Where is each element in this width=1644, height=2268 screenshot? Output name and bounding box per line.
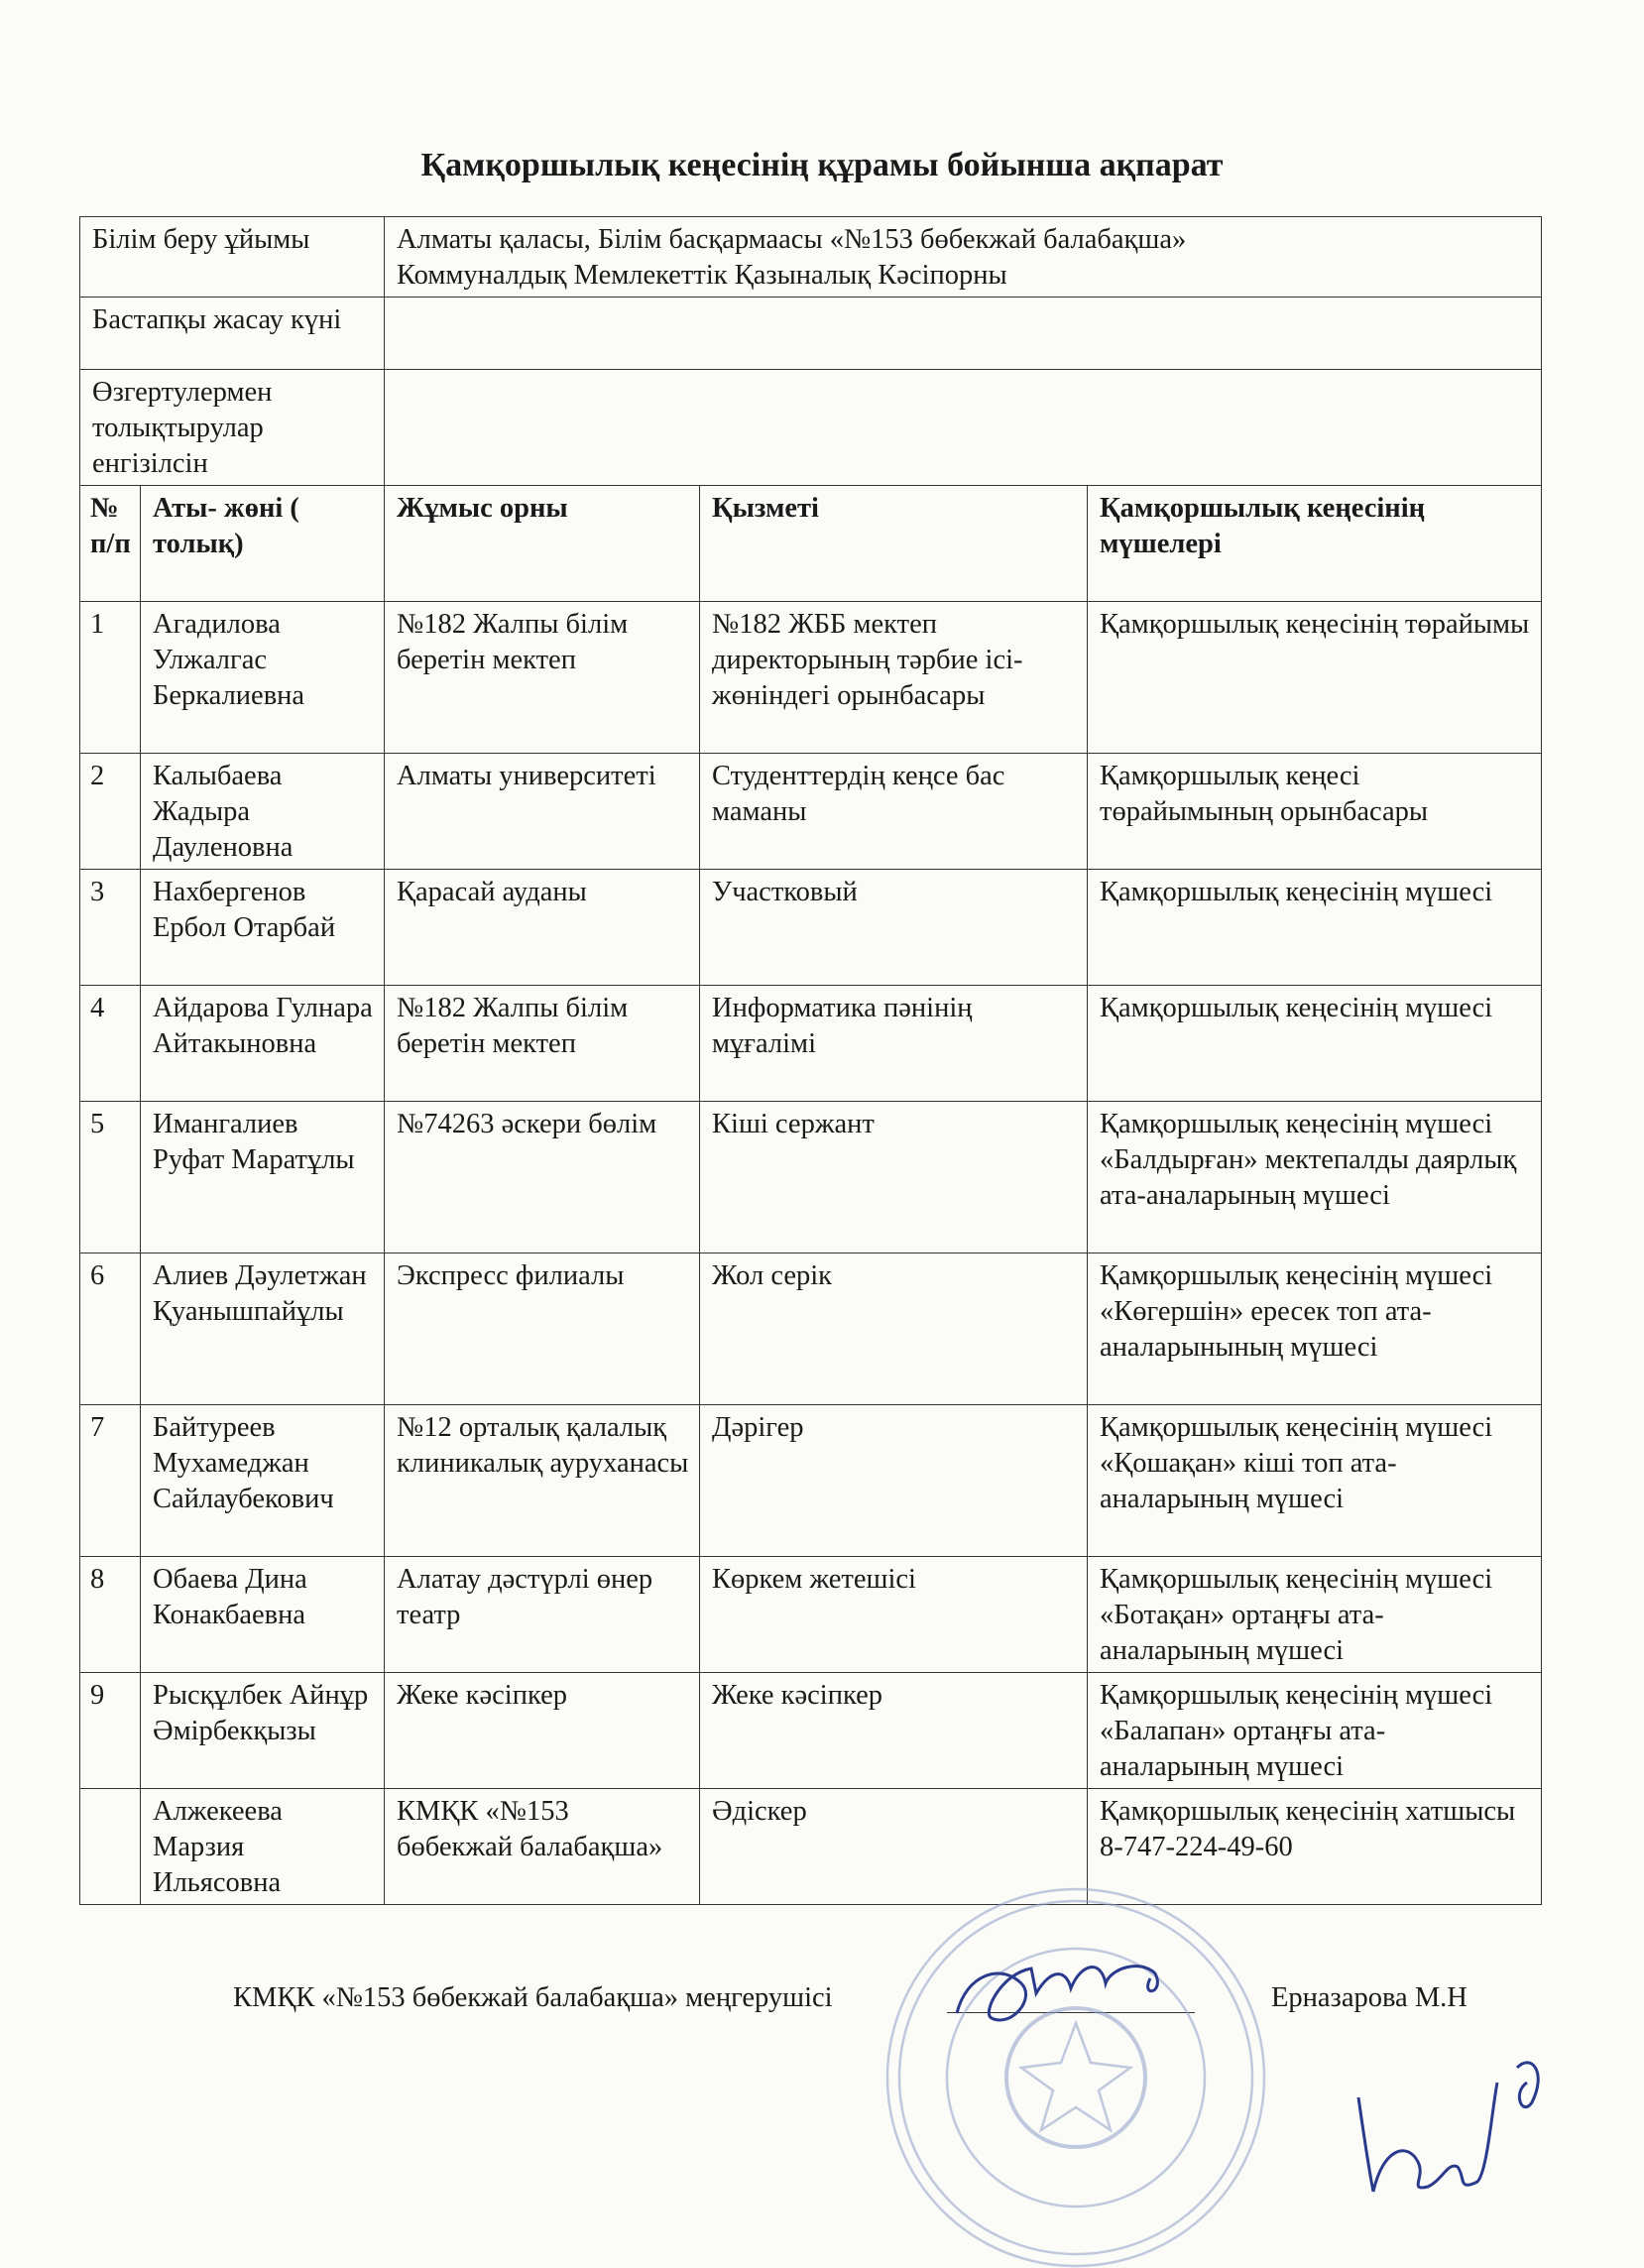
row-phone: 8-747-224-49-60 [1100, 1832, 1293, 1862]
row-work: №12 орталық қалалық клиникалық ауруханасы [385, 1405, 700, 1557]
document-title: Қамқоршылық кеңесінің құрамы бойынша ақпарат [420, 147, 1224, 183]
row-name: Обаева Дина Конакбаевна [141, 1557, 385, 1673]
row-position: Жеке кәсіпкер [700, 1673, 1088, 1789]
row-role: Қамқоршылық кеңесінің мүшесі «Қошақан» кіші топ ата-аналарының мүшесі [1088, 1405, 1542, 1557]
header-role: Қамқоршылық кеңесінің мүшелері [1088, 486, 1542, 602]
row-name: Алиев Дәулетжан Қуанышпайұлы [141, 1253, 385, 1405]
start-date-label: Бастапқы жасау күні [80, 298, 385, 370]
row-num: 7 [80, 1405, 141, 1557]
row-role: Қамқоршылық кеңесінің төрайымы [1088, 602, 1542, 754]
row-position: Кіші сержант [700, 1102, 1088, 1253]
row-name: Алжекеева Марзия Ильясовна [141, 1789, 385, 1905]
row-role: Қамқоршылық кеңесінің мүшесі «Көгершін» ересек топ ата-аналарынының мүшесі [1088, 1253, 1542, 1405]
row-role: Қамқоршылық кеңесінің мүшесі «Балдырған» мектепалды даярлық ата-аналарының мүшесі [1088, 1102, 1542, 1253]
row-work: Экспресс филиалы [385, 1253, 700, 1405]
row-num: 2 [80, 754, 141, 870]
row-work: №182 Жалпы білім беретін мектеп [385, 986, 700, 1102]
row-position: Көркем жетешісі [700, 1557, 1088, 1673]
row-name: Имангалиев Руфат Маратұлы [141, 1102, 385, 1253]
row-role: Қамқоршылық кеңесінің мүшесі [1088, 870, 1542, 986]
row-role: Қамқоршылық кеңесінің мүшесі [1088, 986, 1542, 1102]
row-work: Қарасай ауданы [385, 870, 700, 986]
header-work: Жұмыс орны [385, 486, 700, 602]
row-num: 4 [80, 986, 141, 1102]
row-work: №74263 әскери бөлім [385, 1102, 700, 1253]
row-position: Әдіскер [700, 1789, 1088, 1905]
row-position: Студенттердің кеңсе бас маманы [700, 754, 1088, 870]
header-name: Аты- жөні ( толық) [141, 486, 385, 602]
row-name: Айдарова Гулнара Айтакыновна [141, 986, 385, 1102]
row-role-text: Қамқоршылық кеңесінің хатшысы [1100, 1796, 1516, 1827]
row-name: Агадилова Улжалгас Беркалиевна [141, 602, 385, 754]
row-position: Информатика пәнінің мұғалімі [700, 986, 1088, 1102]
row-num: 5 [80, 1102, 141, 1253]
row-num: 3 [80, 870, 141, 986]
row-num: 8 [80, 1557, 141, 1673]
row-name: Нахбергенов Ербол Отарбай [141, 870, 385, 986]
row-work: Жеке кәсіпкер [385, 1673, 700, 1789]
row-position: №182 ЖББ мектеп директорының тәрбие ісі- жөніндегі орынбасары [700, 602, 1088, 754]
official-stamp-icon [887, 1889, 1264, 2266]
org-value-line2: Коммуналдық Мемлекеттік Қазыналық Кәсіпорны [397, 260, 1007, 291]
row-name: Байтуреев Мухамеджан Сайлаубекович [141, 1405, 385, 1557]
row-name: Калыбаева Жадыра Дауленовна [141, 754, 385, 870]
row-work: №182 Жалпы білім беретін мектеп [385, 602, 700, 754]
org-value-line1: Алматы қаласы, Білім басқармаасы «№153 бөбекжай балабақша» [397, 224, 1187, 255]
row-role: Қамқоршылық кеңесі төрайымының орынбасары [1088, 754, 1542, 870]
row-num: 9 [80, 1673, 141, 1789]
row-position: Участковый [700, 870, 1088, 986]
changes-label: Өзгертулермен толықтырулар енгізілсін [80, 370, 385, 486]
row-name: Рысқұлбек Айнұр Әмірбекқызы [141, 1673, 385, 1789]
org-label: Білім беру ұйымы [80, 217, 385, 298]
header-position: Қызметі [700, 486, 1088, 602]
row-work: Алматы университеті [385, 754, 700, 870]
secondary-signature-icon [1358, 2063, 1538, 2192]
row-work: КМҚК «№153 бөбекжай балабақша» [385, 1789, 700, 1905]
header-num: № п/п [80, 486, 141, 602]
row-position: Дәрігер [700, 1405, 1088, 1557]
footer-name: Ерназарова М.Н [1271, 1982, 1468, 2013]
footer-position: КМҚК «№153 бөбекжай балабақша» меңгерушісі [233, 1982, 833, 2013]
row-work: Алатау дәстүрлі өнер театр [385, 1557, 700, 1673]
row-role: Қамқоршылық кеңесінің мүшесі «Ботақан» ортаңғы ата-аналарының мүшесі [1088, 1557, 1542, 1673]
row-num: 6 [80, 1253, 141, 1405]
row-role: Қамқоршылық кеңесінің мүшесі «Балапан» ортаңғы ата-аналарының мүшесі [1088, 1673, 1542, 1789]
row-num: 1 [80, 602, 141, 754]
row-position: Жол серік [700, 1253, 1088, 1405]
